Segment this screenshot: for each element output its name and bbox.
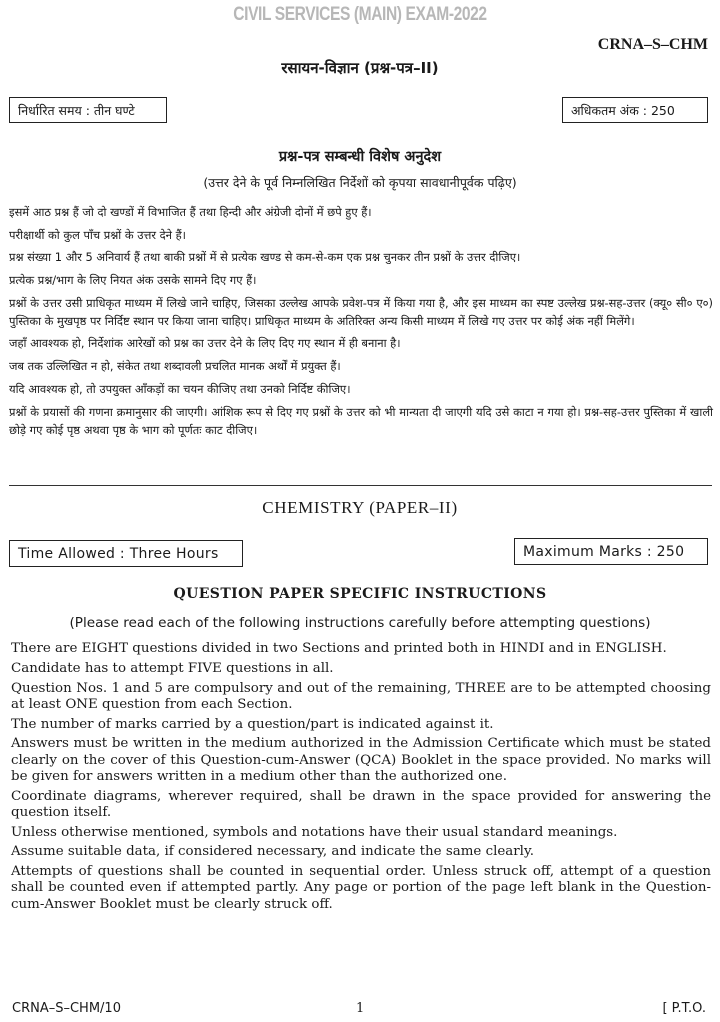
footer-paper-code: CRNA–S–CHM/10 <box>12 1001 121 1016</box>
paper-code: CRNA–S–CHM <box>597 36 708 53</box>
marks-label-english: Maximum Marks : 250 <box>523 543 685 560</box>
instruction-item-hindi: जहाँ आवश्यक हो, निर्देशांक आरेखों को प्रश्न का उत्तर देने के लिए दिए गए स्थान में ही बनाना है। <box>9 336 401 351</box>
instruction-item-english: Assume suitable data, if considered necessary, and indicate the same clearly. <box>11 844 534 860</box>
instruction-item-english: There are EIGHT questions divided in two Sections and printed both in HINDI and in ENGLISH. <box>11 641 667 656</box>
time-box-hindi <box>9 97 167 123</box>
page-number: 1 <box>356 1001 365 1016</box>
subject-title-english: CHEMISTRY (PAPER–II) <box>262 498 458 517</box>
instruction-item-hindi: परीक्षार्थी को कुल पाँच प्रश्नों के उत्तर देने हैं। <box>9 227 186 242</box>
instruction-item-english: Unless otherwise mentioned, symbols and notations have their usual standard meanings. <box>11 824 618 840</box>
marks-box-hindi <box>562 97 708 123</box>
instructions-subheading-hindi: (उत्तर देने के पूर्व निम्नलिखित निर्देशों को कृपया सावधानीपूर्वक पढ़िए) <box>203 175 517 190</box>
time-label-english: Time Allowed : Three Hours <box>18 545 219 562</box>
instruction-item-hindi: प्रत्येक प्रश्न/भाग के लिए नियत अंक उसके सामने दिए गए हैं। <box>9 273 257 288</box>
marks-box-english <box>514 538 708 565</box>
instruction-item-hindi: प्रश्न संख्या 1 और 5 अनिवार्य हैं तथा बाकी प्रश्नों में से प्रत्येक खण्ड से कम-से-कम एक प्रश्न चुनकर तीन प्रश्नों के उत्तर दीजिए। <box>9 250 521 265</box>
instruction-item-hindi: प्रश्नों के उत्तर उसी प्राधिकृत माध्यम में लिखे जाने चाहिए, जिसका उल्लेख आपके प्रवेश-पत्र में किया गया है, और इस माध्यम का स्पष्ट उल्लेख प्रश्न-सह-उत्तर (क्यू० सी० ए०) पुस्तिका के मुखपृष्ठ पर निर्दिष्ट स्थान पर किया जाना चाहिए। प्राधिकृत माध्यम के अतिरिक्त अन्य किसी माध्यम में लिखे गए उत्तर पर कोई अंक नहीं मिलेंगे। <box>9 295 713 328</box>
time-label-hindi: निर्धारित समय : तीन घण्टे <box>18 102 135 118</box>
time-box-english <box>9 540 243 567</box>
instruction-item-hindi: इसमें आठ प्रश्न हैं जो दो खण्डों में विभाजित हैं तथा हिन्दी और अंग्रेजी दोनों में छपे हुए हैं। <box>9 205 372 219</box>
instruction-item-english: Candidate has to attempt FIVE questions in all. <box>11 660 334 676</box>
please-turn-over: [ P.T.O. <box>662 1001 706 1016</box>
instruction-item-english: Coordinate diagrams, wherever required, shall be drawn in the space provided for answering the question itself. <box>11 788 711 820</box>
instructions-heading-english: QUESTION PAPER SPECIFIC INSTRUCTIONS <box>173 586 547 602</box>
instruction-item-hindi: जब तक उल्लिखित न हो, संकेत तथा शब्दावली प्रचलित मानक अर्थों में प्रयुक्त हैं। <box>9 359 341 374</box>
instructions-list-english <box>11 641 711 916</box>
instructions-list-hindi <box>9 203 713 443</box>
section-divider <box>9 485 712 486</box>
instruction-item-hindi: प्रश्नों के प्रयासों की गणना क्रमानुसार की जाएगी। आंशिक रूप से दिए गए प्रश्नों के उत्तर को भी मान्यता दी जाएगी यदि उसे काटा न गया हो। प्रश्न-सह-उत्तर पुस्तिका में खाली छोड़े गए कोई पृष्ठ अथवा पृष्ठ के भाग को पूर्णतः काट दीजिए। <box>9 404 713 437</box>
instruction-item-english: Question Nos. 1 and 5 are compulsory and out of the remaining, THREE are to be attempted choosing at least ONE question from each Section. <box>11 680 711 712</box>
exam-title: CIVIL SERVICES (MAIN) EXAM-2022 <box>233 4 487 25</box>
instructions-heading-hindi: प्रश्न-पत्र सम्बन्धी विशेष अनुदेश <box>278 149 442 165</box>
instruction-item-english: The number of marks carried by a question/part is indicated against it. <box>11 716 494 732</box>
instruction-item-hindi: यदि आवश्यक हो, तो उपयुक्त आँकड़ों का चयन कीजिए तथा उनको निर्दिष्ट कीजिए। <box>9 381 351 396</box>
instruction-item-english: Attempts of questions shall be counted in sequential order. Unless struck off, attempt of a question shall be counted even if attempted partly. Any page or portion of the page left blank in the Question-cum-Answer Booklet must be clearly struck off. <box>11 864 711 912</box>
marks-label-hindi: अधिकतम अंक : 250 <box>571 102 675 118</box>
subject-title-hindi: रसायन-विज्ञान (प्रश्न-पत्र–II) <box>281 59 439 77</box>
instructions-subheading-english: (Please read each of the following instructions carefully before attempting questions) <box>69 615 651 631</box>
instruction-item-english: Answers must be written in the medium authorized in the Admission Certificate which must be stated clearly on the cover of this Question-cum-Answer (QCA) Booklet in the space provided. No marks will be given for answers written in a medium other than the authorized one. <box>11 736 711 784</box>
